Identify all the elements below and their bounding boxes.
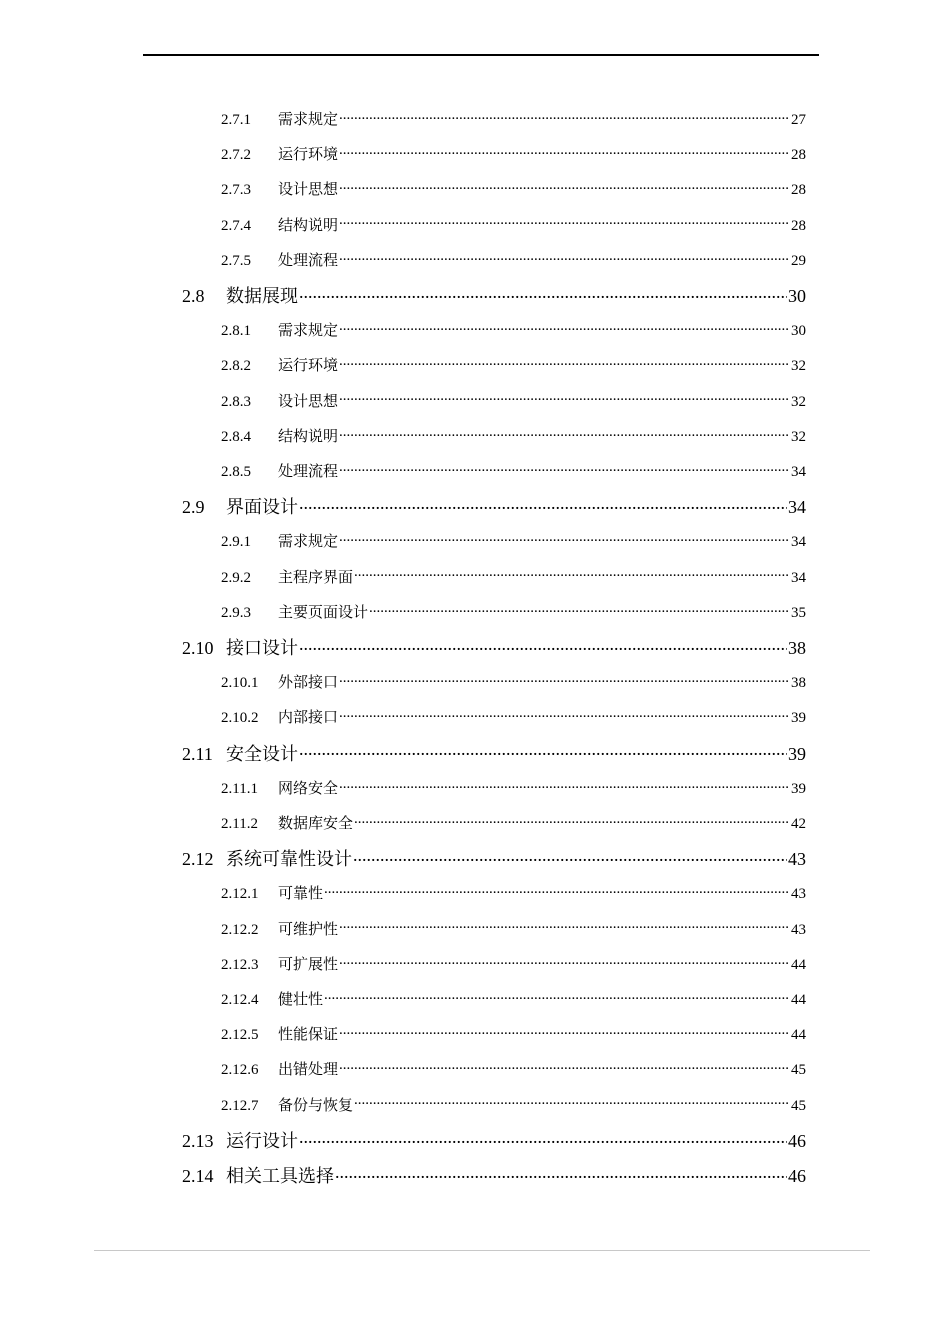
toc-entry-number: 2.12.7 — [221, 1097, 259, 1114]
toc-dot-leader — [339, 215, 790, 230]
toc-section-entry[interactable] — [182, 1164, 806, 1187]
toc-entry-title: 主程序界面 — [278, 569, 354, 586]
toc-dot-leader — [339, 707, 790, 722]
toc-entry-number: 2.7.3 — [221, 182, 251, 199]
toc-entry-title: 健壮性 — [278, 992, 324, 1008]
toc-entry-number: 2.11 — [182, 743, 213, 764]
toc-dot-leader — [339, 109, 790, 124]
toc-subsection-entry[interactable] — [221, 426, 806, 447]
toc-subsection-entry[interactable] — [221, 1059, 806, 1080]
toc-entry-number: 2.9.2 — [221, 569, 251, 586]
toc-dot-leader — [339, 320, 790, 335]
toc-entry-title: 安全设计 — [226, 743, 298, 764]
toc-entry-title: 需求规定 — [278, 323, 339, 340]
toc-entry-title: 处理流程 — [278, 252, 339, 269]
toc-subsection-entry[interactable] — [221, 109, 806, 130]
toc-subsection-entry[interactable] — [221, 250, 806, 271]
toc-entry-title: 设计思想 — [278, 182, 339, 199]
toc-dot-leader — [339, 426, 790, 441]
toc-entry-number: 2.10.2 — [221, 710, 259, 727]
toc-entry-page-number: 38 — [791, 675, 806, 692]
toc-section-entry[interactable] — [182, 284, 806, 307]
toc-dot-leader — [354, 813, 790, 828]
toc-entry-number: 2.12.5 — [221, 1027, 259, 1044]
toc-entry-number: 2.12.1 — [221, 886, 259, 903]
toc-subsection-entry[interactable] — [221, 567, 806, 588]
toc-entry-page-number: 28 — [791, 182, 806, 199]
toc-dot-leader — [324, 989, 790, 1004]
toc-entry-page-number: 32 — [791, 393, 806, 410]
toc-entry-number: 2.8 — [182, 286, 205, 306]
toc-section-entry[interactable] — [182, 1129, 806, 1152]
toc-entry-page-number: 45 — [791, 1062, 806, 1079]
toc-entry-title: 主要页面设计 — [278, 604, 369, 621]
toc-entry-number: 2.10 — [182, 638, 214, 658]
toc-entry-page-number: 46 — [788, 1130, 806, 1151]
toc-dot-leader — [299, 742, 787, 760]
toc-entry-number: 2.9.1 — [221, 534, 251, 551]
toc-entry-number: 2.8.4 — [221, 428, 251, 445]
toc-entry-number: 2.8.1 — [221, 323, 251, 340]
toc-subsection-entry[interactable] — [221, 778, 806, 799]
toc-entry-title: 内部接口 — [278, 710, 339, 727]
toc-entry-page-number: 32 — [791, 428, 806, 445]
toc-entry-number: 2.12.2 — [221, 921, 259, 938]
toc-entry-number: 2.8.2 — [221, 358, 251, 375]
toc-entry-title: 外部接口 — [278, 675, 339, 692]
toc-section-entry[interactable] — [182, 847, 806, 870]
toc-dot-leader — [339, 144, 790, 159]
toc-entry-title: 网络安全 — [278, 780, 339, 797]
toc-entry-page-number: 44 — [791, 992, 806, 1008]
toc-entry-page-number: 43 — [788, 849, 806, 870]
toc-entry-page-number: 39 — [791, 710, 806, 727]
toc-subsection-entry[interactable] — [221, 320, 806, 341]
toc-entry-title: 可维护性 — [278, 921, 339, 938]
toc-dot-leader — [354, 567, 790, 582]
toc-entry-title: 处理流程 — [278, 464, 339, 480]
toc-subsection-entry[interactable] — [221, 391, 806, 412]
toc-entry-number: 2.8.5 — [221, 464, 251, 480]
toc-dot-leader — [339, 179, 790, 194]
toc-entry-number: 2.9 — [182, 497, 205, 518]
toc-subsection-entry[interactable] — [221, 989, 806, 1010]
toc-entry-number: 2.12 — [182, 849, 214, 870]
toc-dot-leader — [324, 883, 790, 898]
toc-entry-title: 数据展现 — [226, 286, 298, 306]
toc-entry-number: 2.7.4 — [221, 217, 251, 234]
toc-entry-page-number: 32 — [791, 358, 806, 375]
toc-entry-number: 2.11.1 — [221, 780, 258, 797]
toc-dot-leader — [339, 778, 790, 793]
toc-entry-number: 2.13 — [182, 1130, 214, 1151]
toc-subsection-entry[interactable] — [221, 1024, 806, 1045]
toc-entry-title: 结构说明 — [278, 428, 339, 445]
toc-entry-title: 运行环境 — [278, 358, 339, 375]
toc-entry-page-number: 34 — [791, 464, 806, 480]
toc-entry-number: 2.12.4 — [221, 992, 259, 1008]
toc-dot-leader — [299, 636, 787, 654]
toc-section-entry[interactable] — [182, 495, 806, 518]
toc-dot-leader — [354, 1095, 790, 1110]
toc-subsection-entry[interactable] — [221, 707, 806, 728]
toc-entry-title: 系统可靠性设计 — [226, 849, 352, 870]
toc-entry-number: 2.14 — [182, 1166, 214, 1186]
toc-entry-title: 运行环境 — [278, 147, 339, 164]
toc-entry-number: 2.10.1 — [221, 675, 259, 692]
toc-section-entry[interactable] — [182, 742, 806, 765]
toc-dot-leader — [299, 284, 787, 302]
toc-entry-number: 2.11.2 — [221, 816, 258, 832]
toc-entry-page-number: 28 — [791, 217, 806, 234]
toc-entry-title: 可靠性 — [278, 886, 324, 903]
toc-entry-number: 2.7.5 — [221, 252, 251, 269]
toc-section-entry[interactable] — [182, 636, 806, 659]
toc-entry-page-number: 30 — [791, 323, 806, 340]
toc-entry-number: 2.7.2 — [221, 147, 251, 164]
toc-subsection-entry[interactable] — [221, 672, 806, 693]
toc-entry-number: 2.12.6 — [221, 1062, 259, 1079]
toc-entry-page-number: 43 — [791, 921, 806, 938]
toc-subsection-entry[interactable] — [221, 144, 806, 165]
toc-entry-title: 结构说明 — [278, 217, 339, 234]
toc-entry-page-number: 44 — [791, 1027, 806, 1044]
toc-dot-leader — [339, 672, 790, 687]
toc-entry-page-number: 29 — [791, 252, 806, 269]
footer-rule — [94, 1250, 870, 1251]
toc-subsection-entry[interactable] — [221, 602, 806, 623]
toc-entry-page-number: 34 — [791, 534, 806, 551]
toc-dot-leader — [369, 602, 790, 617]
toc-entry-page-number: 44 — [791, 956, 806, 973]
toc-subsection-entry[interactable] — [221, 1095, 806, 1116]
toc-entry-title: 可扩展性 — [278, 956, 339, 973]
toc-entry-number: 2.12.3 — [221, 956, 259, 973]
toc-entry-title: 相关工具选择 — [226, 1166, 334, 1186]
toc-entry-page-number: 35 — [791, 604, 806, 621]
toc-entry-title: 需求规定 — [278, 112, 339, 128]
toc-entry-number: 2.8.3 — [221, 393, 251, 410]
toc-entry-title: 运行设计 — [226, 1130, 298, 1151]
toc-subsection-entry[interactable] — [221, 883, 806, 904]
toc-entry-title: 需求规定 — [278, 534, 339, 551]
toc-entry-page-number: 43 — [791, 886, 806, 903]
toc-entry-number: 2.7.1 — [221, 112, 251, 128]
toc-entry-page-number: 42 — [791, 816, 806, 832]
toc-entry-title: 设计思想 — [278, 393, 339, 410]
toc-entry-page-number: 28 — [791, 147, 806, 164]
toc-dot-leader — [339, 531, 790, 546]
toc-entry-title: 出错处理 — [278, 1062, 339, 1079]
toc-dot-leader — [299, 1129, 787, 1147]
toc-dot-leader — [339, 1024, 790, 1039]
toc-subsection-entry[interactable] — [221, 215, 806, 236]
toc-subsection-entry[interactable] — [221, 919, 806, 940]
toc-subsection-entry[interactable] — [221, 954, 806, 975]
toc-entry-title: 性能保证 — [278, 1027, 339, 1044]
toc-dot-leader — [335, 1164, 787, 1182]
toc-entry-page-number: 38 — [788, 638, 806, 658]
toc-subsection-entry[interactable] — [221, 461, 806, 482]
toc-entry-title: 接口设计 — [226, 638, 298, 658]
toc-entry-page-number: 34 — [788, 497, 806, 518]
toc-entry-title: 数据库安全 — [278, 816, 354, 832]
toc-dot-leader — [339, 919, 790, 934]
toc-entry-number: 2.9.3 — [221, 604, 251, 621]
toc-dot-leader — [339, 461, 790, 476]
toc-entry-page-number: 46 — [788, 1166, 806, 1186]
toc-entry-page-number: 39 — [788, 743, 806, 764]
toc-dot-leader — [299, 495, 787, 513]
toc-entry-title: 界面设计 — [226, 497, 298, 518]
toc-dot-leader — [339, 954, 790, 969]
toc-dot-leader — [339, 1059, 790, 1074]
toc-dot-leader — [353, 847, 787, 865]
toc-subsection-entry[interactable] — [221, 531, 806, 552]
toc-entry-page-number: 27 — [791, 112, 806, 128]
toc-entry-title: 备份与恢复 — [278, 1097, 354, 1114]
toc-dot-leader — [339, 391, 790, 406]
toc-subsection-entry[interactable] — [221, 179, 806, 200]
toc-entry-page-number: 45 — [791, 1097, 806, 1114]
toc-entry-page-number: 34 — [791, 569, 806, 586]
toc-dot-leader — [339, 250, 790, 265]
toc-entry-page-number: 30 — [788, 286, 806, 306]
toc-dot-leader — [339, 355, 790, 370]
toc-entry-page-number: 39 — [791, 780, 806, 797]
toc-subsection-entry[interactable] — [221, 813, 806, 834]
toc-subsection-entry[interactable] — [221, 355, 806, 376]
